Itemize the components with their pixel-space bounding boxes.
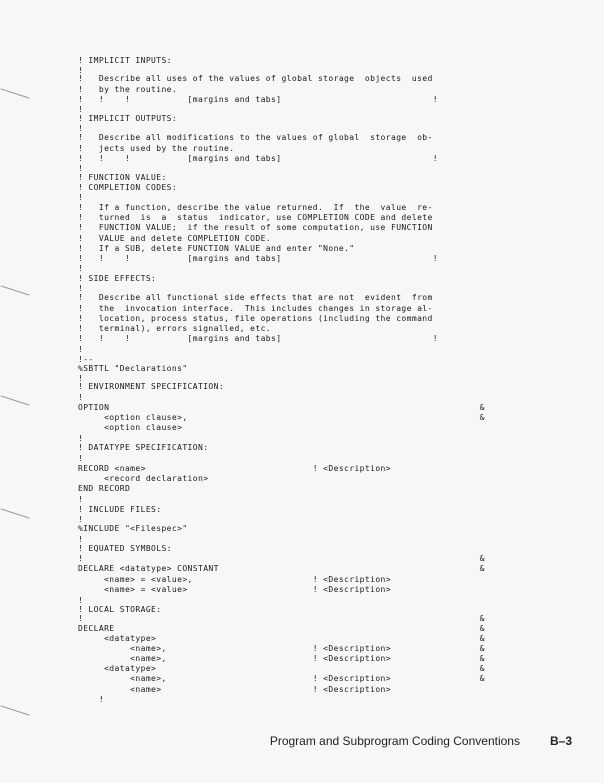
- code-line: !: [78, 434, 84, 443]
- code-line: ! the invocation interface. This includes changes in storage al-: [78, 304, 433, 313]
- code-line: ! SIDE EFFECTS:: [78, 274, 157, 283]
- code-line: ! location, process status, file operations (including the command: [78, 314, 433, 323]
- code-line: !: [78, 264, 84, 273]
- code-line: ! IMPLICIT OUTPUTS:: [78, 114, 178, 123]
- code-line: ! EQUATED SYMBOLS:: [78, 544, 172, 553]
- code-line: ! FUNCTION VALUE:: [78, 173, 167, 182]
- code-line: ! ! ! [margins and tabs] !: [78, 334, 438, 343]
- binder-mark: [1, 285, 30, 295]
- code-line: ! &: [78, 614, 485, 623]
- code-line: !: [78, 193, 84, 202]
- code-line: ! ! ! [margins and tabs] !: [78, 95, 438, 104]
- code-line: !: [78, 495, 84, 504]
- code-line: ! If a function, describe the value returned. If the value re-: [78, 203, 433, 212]
- code-line: ! IMPLICIT INPUTS:: [78, 56, 172, 65]
- code-line: !: [78, 515, 84, 524]
- code-line: ! COMPLETION CODES:: [78, 183, 178, 192]
- code-line: ! &: [78, 554, 485, 563]
- code-line: END RECORD: [78, 484, 131, 493]
- binder-mark: [1, 395, 30, 405]
- binder-mark: [1, 508, 30, 518]
- code-line: !: [78, 66, 84, 75]
- code-line: ! Describe all modifications to the values of global storage ob-: [78, 133, 433, 142]
- code-line: !: [78, 596, 84, 605]
- code-line: ! by the routine.: [78, 85, 178, 94]
- code-line: ! ! ! [margins and tabs] !: [78, 254, 438, 263]
- code-line: <datatype> &: [78, 664, 485, 673]
- code-line: !: [78, 454, 84, 463]
- code-line: ! ENVIRONMENT SPECIFICATION:: [78, 382, 225, 391]
- code-line: ! ! ! [margins and tabs] !: [78, 154, 438, 163]
- code-line: ! turned is a status indicator, use COMPLETION CODE and delete: [78, 213, 433, 222]
- code-line: <name> = <value> ! <Description>: [78, 585, 391, 594]
- code-line: ! INCLUDE FILES:: [78, 505, 162, 514]
- code-line: !: [78, 284, 84, 293]
- code-line: !: [78, 535, 84, 544]
- binder-mark: [1, 88, 30, 98]
- code-line: !--: [78, 355, 94, 364]
- code-line: <record declaration>: [78, 474, 209, 483]
- code-line: ! FUNCTION VALUE; if the result of some computation, use FUNCTION: [78, 223, 433, 232]
- code-line: ! Describe all functional side effects that are not evident from: [78, 293, 433, 302]
- code-line: %SBTTL "Declarations": [78, 364, 188, 373]
- code-line: !: [78, 345, 84, 354]
- code-line: DECLARE &: [78, 624, 485, 633]
- code-line: DECLARE <datatype> CONSTANT &: [78, 564, 485, 573]
- code-line: <name> = <value>, ! <Description>: [78, 575, 391, 584]
- code-line: ! LOCAL STORAGE:: [78, 605, 162, 614]
- code-line: RECORD <name> ! <Description>: [78, 464, 391, 473]
- binder-mark: [1, 705, 30, 715]
- code-line: ! jects used by the routine.: [78, 144, 235, 153]
- code-line: %INCLUDE "<Filespec>": [78, 524, 188, 533]
- code-line: !: [78, 164, 84, 173]
- page-number: B–3: [549, 734, 572, 748]
- code-line: !: [78, 374, 84, 383]
- page-footer: [270, 734, 572, 748]
- code-line: <name>, ! <Description> &: [78, 674, 485, 683]
- code-line: !: [78, 124, 84, 133]
- code-line: !: [78, 105, 84, 114]
- code-line: <option clause>, &: [78, 413, 485, 422]
- code-line: ! If a SUB, delete FUNCTION VALUE and enter "None.": [78, 244, 355, 253]
- code-line: <option clause>: [78, 423, 183, 432]
- footer-title: Program and Subprogram Coding Conventions: [269, 734, 520, 748]
- code-line: ! DATATYPE SPECIFICATION:: [78, 443, 209, 452]
- code-line: ! Describe all uses of the values of global storage objects used: [78, 74, 433, 83]
- code-line: <name>, ! <Description> &: [78, 654, 485, 663]
- code-line: ! VALUE and delete COMPLETION CODE.: [78, 234, 272, 243]
- code-line: <name>, ! <Description> &: [78, 644, 485, 653]
- code-line: !: [78, 695, 105, 704]
- code-line: <datatype> &: [78, 634, 485, 643]
- code-line: <name> ! <Description>: [78, 685, 391, 694]
- code-line: OPTION &: [78, 403, 485, 412]
- code-line: ! terminal), errors signalled, etc.: [78, 324, 272, 333]
- code-line: !: [78, 393, 84, 402]
